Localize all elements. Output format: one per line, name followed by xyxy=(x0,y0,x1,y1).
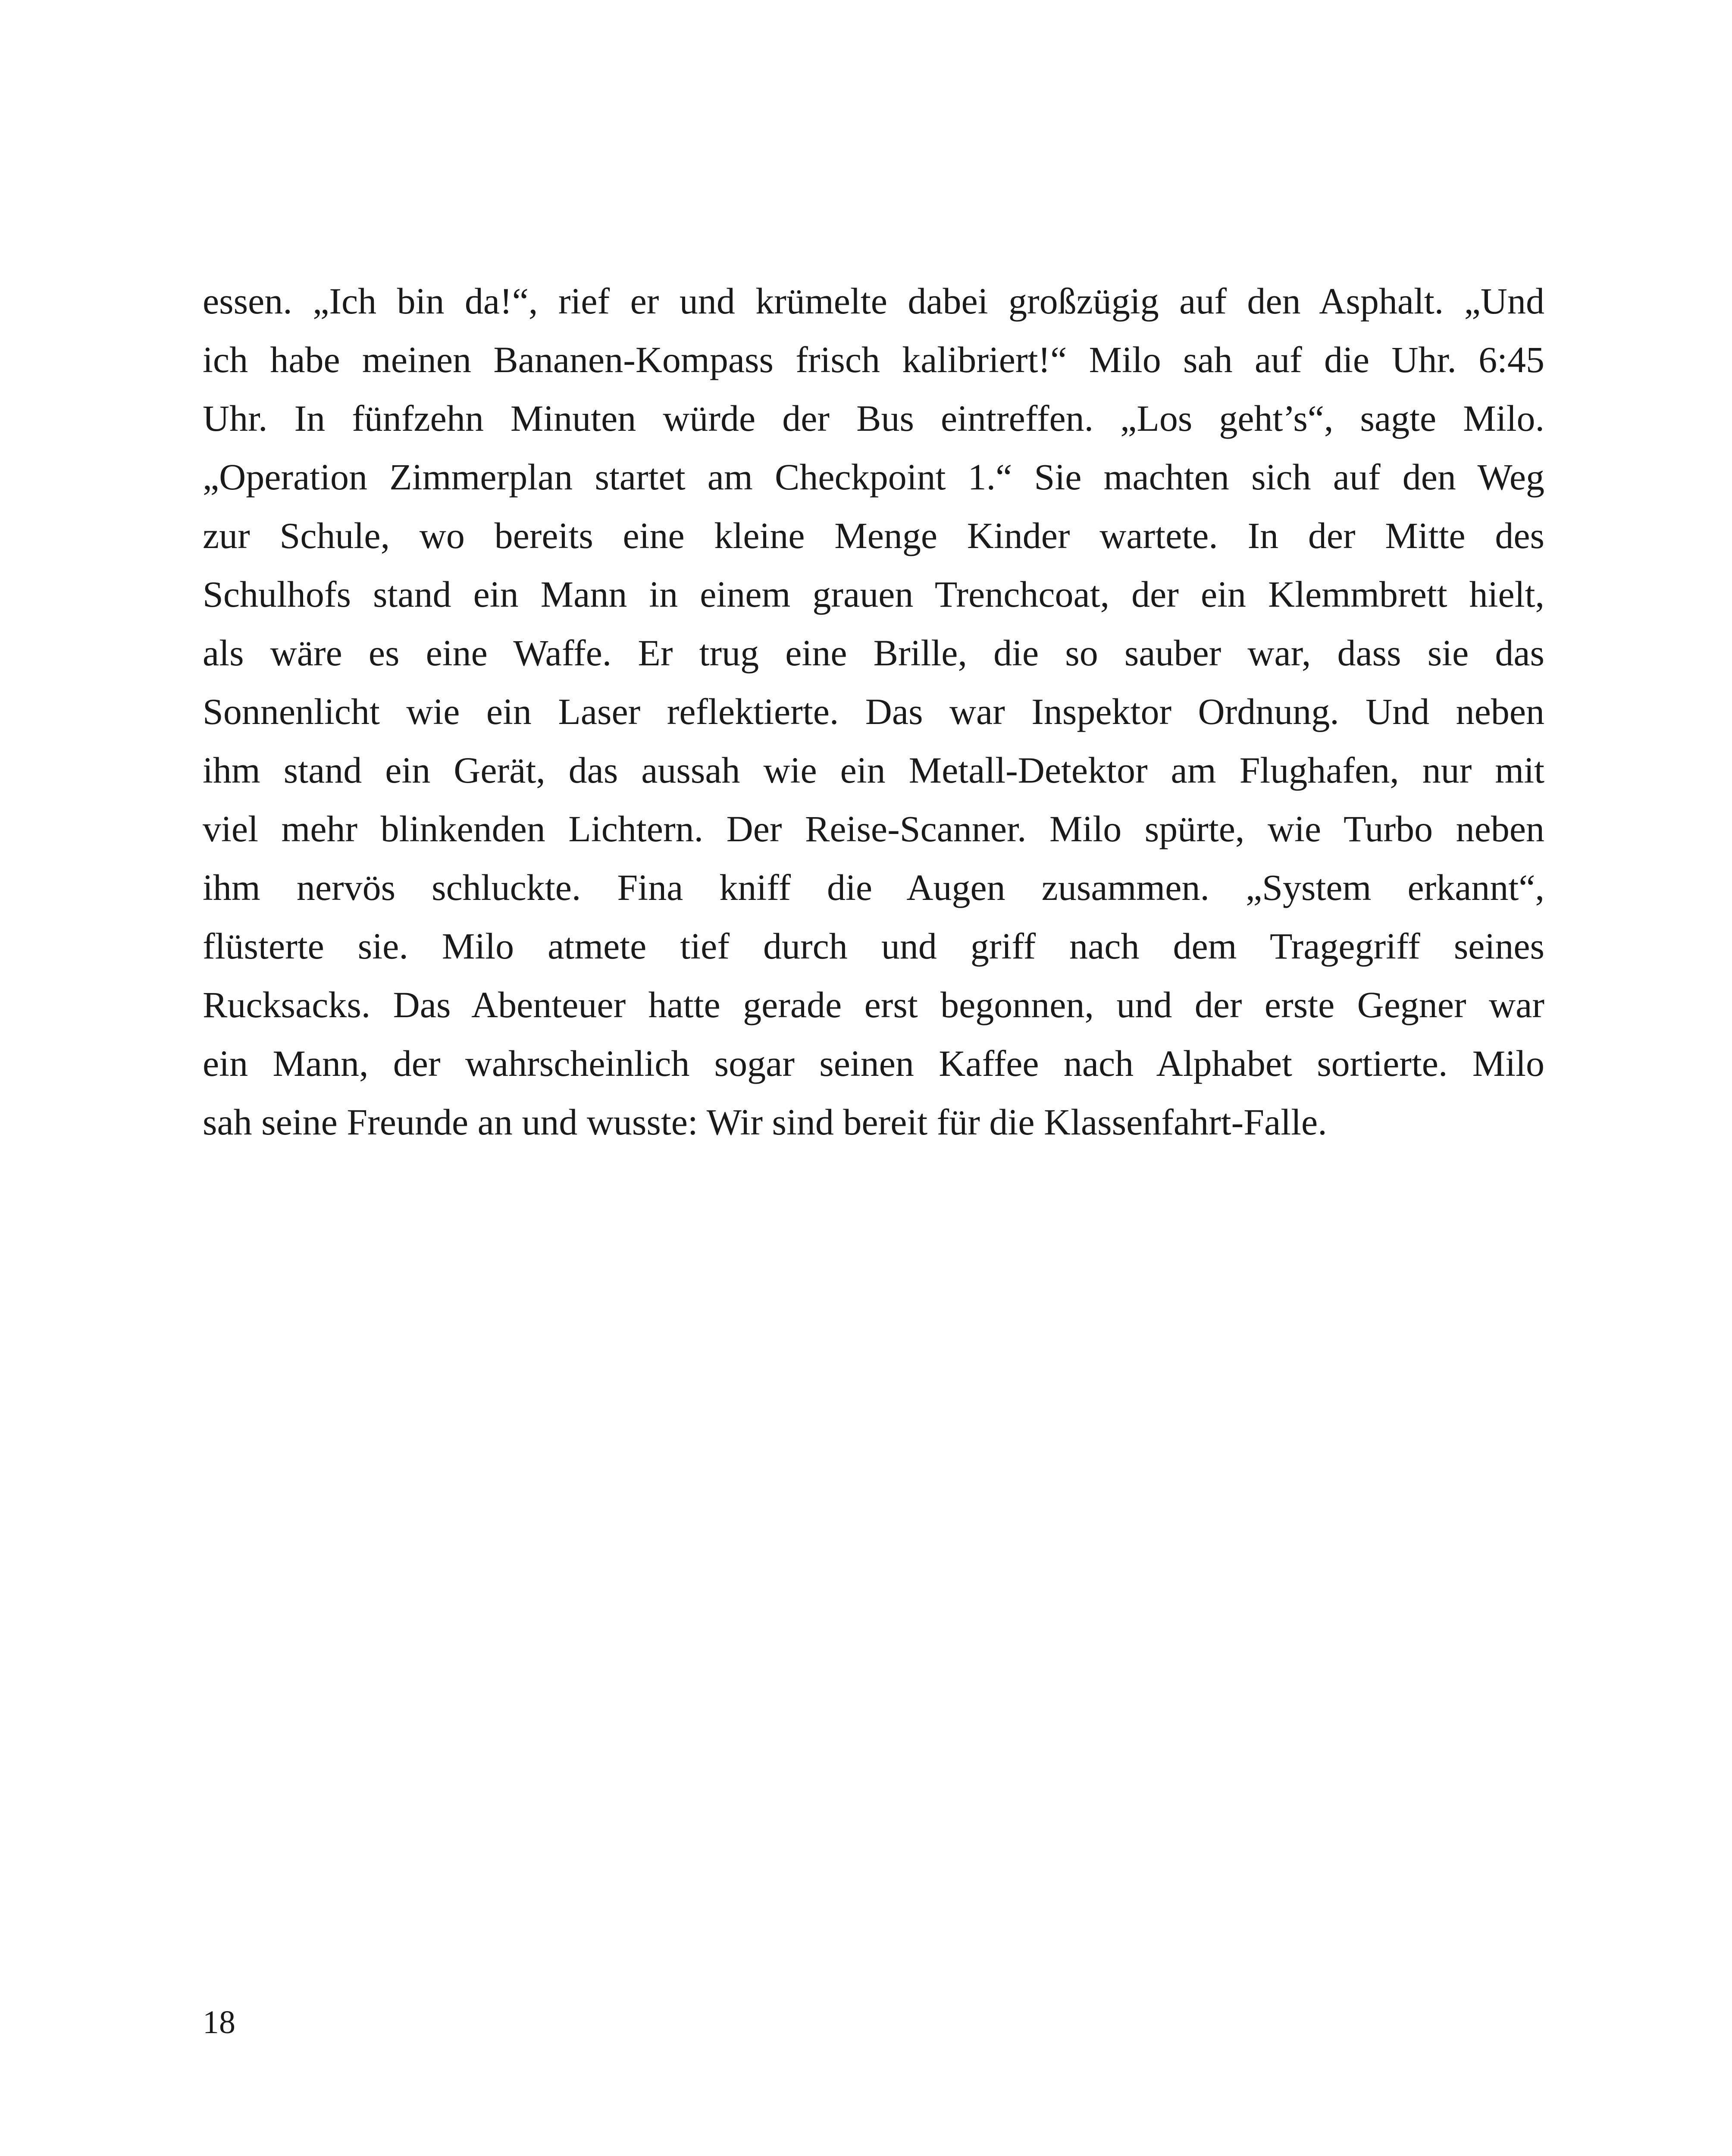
text-line: Sonnenlicht wie ein Laser reflektierte. Das war Inspektor Ordnung. Und neben xyxy=(203,691,1544,732)
text-line: „Operation Zimmerplan startet am Checkpoint 1.“ Sie machten sich auf den Weg xyxy=(203,456,1544,498)
text-line: Schulhofs stand ein Mann in einem grauen Trenchcoat, der ein Klemmbrett hielt, xyxy=(203,573,1544,615)
text-line: Uhr. In fünfzehn Minuten würde der Bus eintreffen. „Los geht’s“, sagte Milo. xyxy=(203,398,1544,439)
text-line: ein Mann, der wahrscheinlich sogar seinen Kaffee nach Alphabet sortierte. Milo xyxy=(203,1043,1544,1084)
text-line: als wäre es eine Waffe. Er trug eine Brille, die so sauber war, dass sie das xyxy=(203,632,1544,674)
text-line: flüsterte sie. Milo atmete tief durch und griff nach dem Tragegriff seines xyxy=(203,925,1544,967)
text-line: viel mehr blinkenden Lichtern. Der Reise-Scanner. Milo spürte, wie Turbo neben xyxy=(203,808,1544,849)
text-line: ich habe meinen Bananen-Kompass frisch kalibriert!“ Milo sah auf die Uhr. 6:45 xyxy=(203,339,1544,380)
text-line: Rucksacks. Das Abenteuer hatte gerade erst begonnen, und der erste Gegner war xyxy=(203,984,1544,1025)
text-line: zur Schule, wo bereits eine kleine Menge Kinder wartete. In der Mitte des xyxy=(203,515,1544,556)
text-line: ihm stand ein Gerät, das aussah wie ein Metall-Detektor am Flughafen, nur mit xyxy=(203,749,1544,791)
text-line-last: sah seine Freunde an und wusste: Wir sind bereit für die Klassenfahrt-Falle. xyxy=(203,1101,1327,1143)
text-line: essen. „Ich bin da!“, rief er und krümelte dabei großzügig auf den Asphalt. „Und xyxy=(203,280,1544,322)
page-number: 18 xyxy=(203,2004,235,2040)
text-line: ihm nervös schluckte. Fina kniff die Augen zusammen. „System erkannt“, xyxy=(203,867,1544,908)
body-paragraph xyxy=(203,272,1544,1151)
